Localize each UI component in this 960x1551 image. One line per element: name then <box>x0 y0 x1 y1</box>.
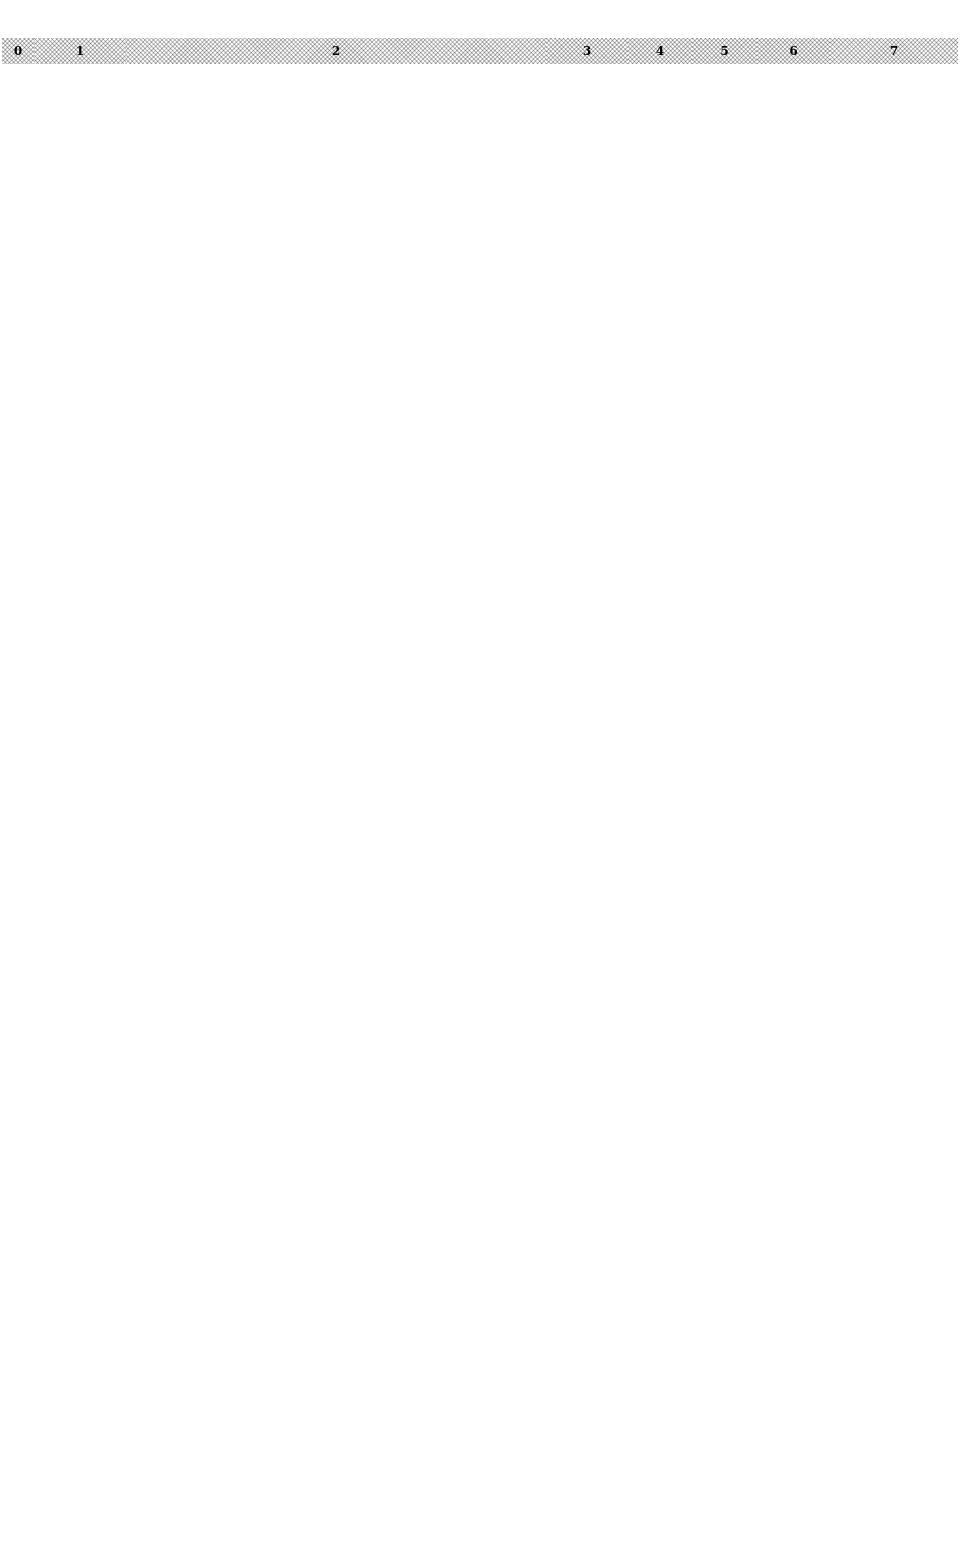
disease-table <box>2 38 958 1490</box>
header-col-7: 7 <box>889 44 899 58</box>
header-col-1: 1 <box>75 44 85 58</box>
header-col-4: 4 <box>655 44 665 58</box>
header-col-6: 6 <box>789 44 798 58</box>
header-col-0: 0 <box>13 44 23 58</box>
header-col-2: 2 <box>331 44 341 58</box>
page-title <box>0 0 960 22</box>
header-col-5: 5 <box>720 44 729 58</box>
header-col-3: 3 <box>582 44 592 58</box>
